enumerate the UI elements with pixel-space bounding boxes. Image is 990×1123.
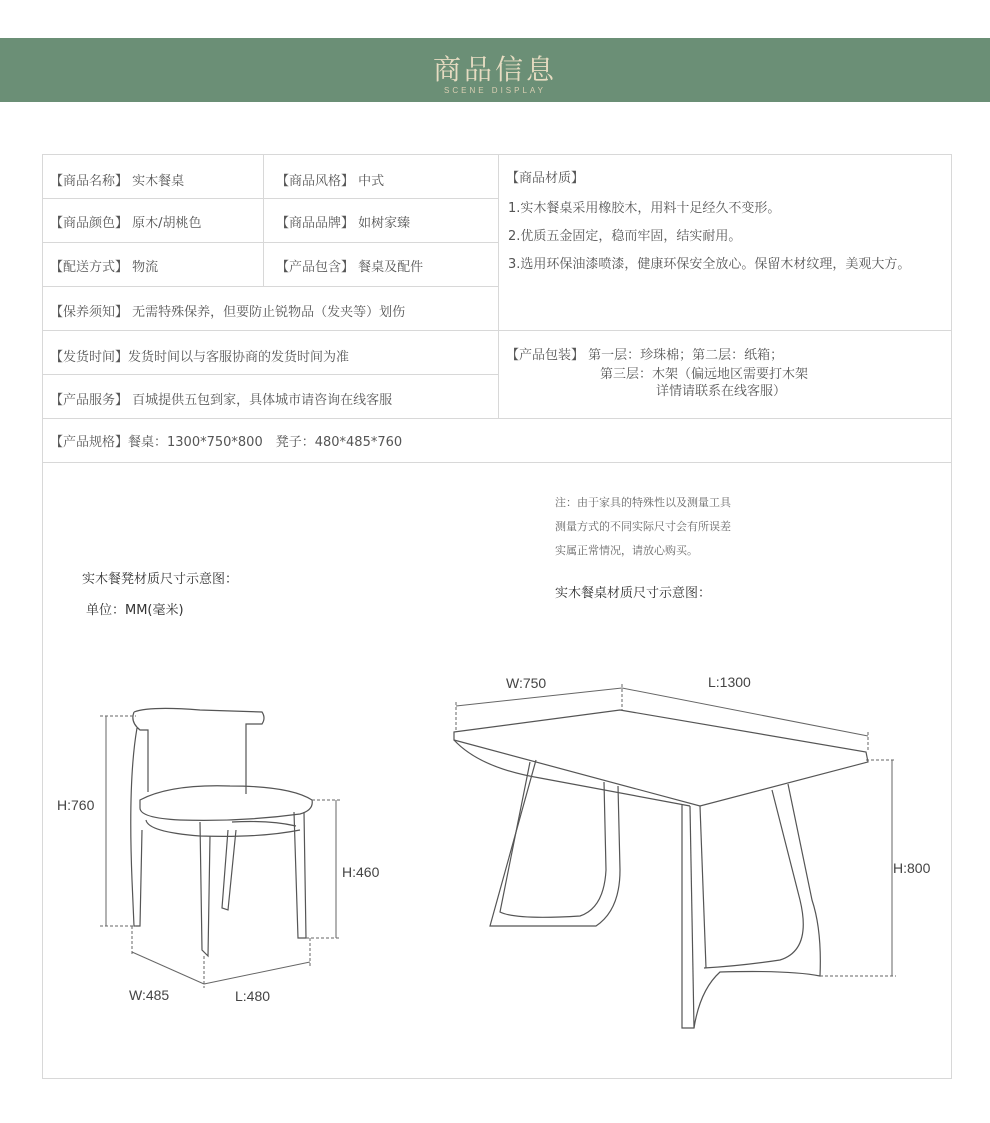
unit-label: 单位：MM(毫米) [86, 603, 184, 618]
table-width-label: W:750 [506, 675, 547, 691]
material-line: 1.实木餐桌采用橡胶木，用料十足经久不变形。 [508, 201, 781, 216]
product-includes: 【产品包含】 餐桌及配件 [276, 260, 424, 275]
section-subtitle: SCENE DISPLAY [444, 86, 546, 95]
table-dimension-lines [456, 684, 896, 976]
measure-note: 实属正常情况，请放心购买。 [555, 544, 698, 557]
material-line: 2.优质五金固定，稳而牢固，结实耐用。 [508, 229, 742, 244]
shipping-time: 【发货时间】发货时间以与客服协商的发货时间为准 [50, 350, 350, 365]
product-style: 【商品风格】 中式 [276, 174, 385, 189]
packing-line: 【产品包装】 第一层：珍珠棉；第二层：纸箱； [506, 348, 784, 363]
measure-note: 测量方式的不同实际尺寸会有所误差 [555, 520, 731, 533]
chair-width-label: W:485 [129, 987, 170, 1003]
table-illustration [454, 710, 868, 1028]
material-title: 【商品材质】 [506, 171, 585, 186]
table-length-label: L:1300 [708, 674, 751, 690]
product-name: 【商品名称】 实木餐桌 [50, 174, 185, 189]
section-title: 商品信息 [432, 53, 557, 86]
product-color: 【商品颜色】 原木/胡桃色 [50, 216, 202, 231]
delivery-method: 【配送方式】 物流 [50, 260, 159, 275]
table-diagram-caption: 实木餐桌材质尺寸示意图： [555, 586, 712, 601]
chair-height-label: H:760 [57, 797, 95, 813]
product-spec: 【产品规格】餐桌：1300*750*800 凳子：480*485*760 [50, 435, 403, 450]
seat-height-label: H:460 [342, 864, 380, 880]
product-brand: 【商品品牌】 如树家臻 [276, 216, 411, 231]
chair-illustration [131, 708, 312, 956]
product-service: 【产品服务】 百城提供五包到家，具体城市请咨询在线客服 [50, 393, 393, 408]
packing-line: 第三层：木架（偏远地区需要打木架 [600, 367, 809, 382]
chair-diagram-caption: 实木餐凳材质尺寸示意图： [82, 572, 239, 587]
care-notice: 【保养须知】 无需特殊保养，但要防止锐物品（发夹等）划伤 [50, 305, 406, 320]
chair-length-label: L:480 [235, 988, 271, 1004]
packing-line: 详情请联系在线客服） [656, 384, 787, 399]
material-line: 3.选用环保油漆喷漆，健康环保安全放心。保留木材纹理，美观大方。 [508, 257, 911, 272]
table-height-label: H:800 [893, 860, 931, 876]
measure-note: 注：由于家具的特殊性以及测量工具 [555, 496, 731, 509]
chair-dimension-lines [100, 716, 340, 988]
